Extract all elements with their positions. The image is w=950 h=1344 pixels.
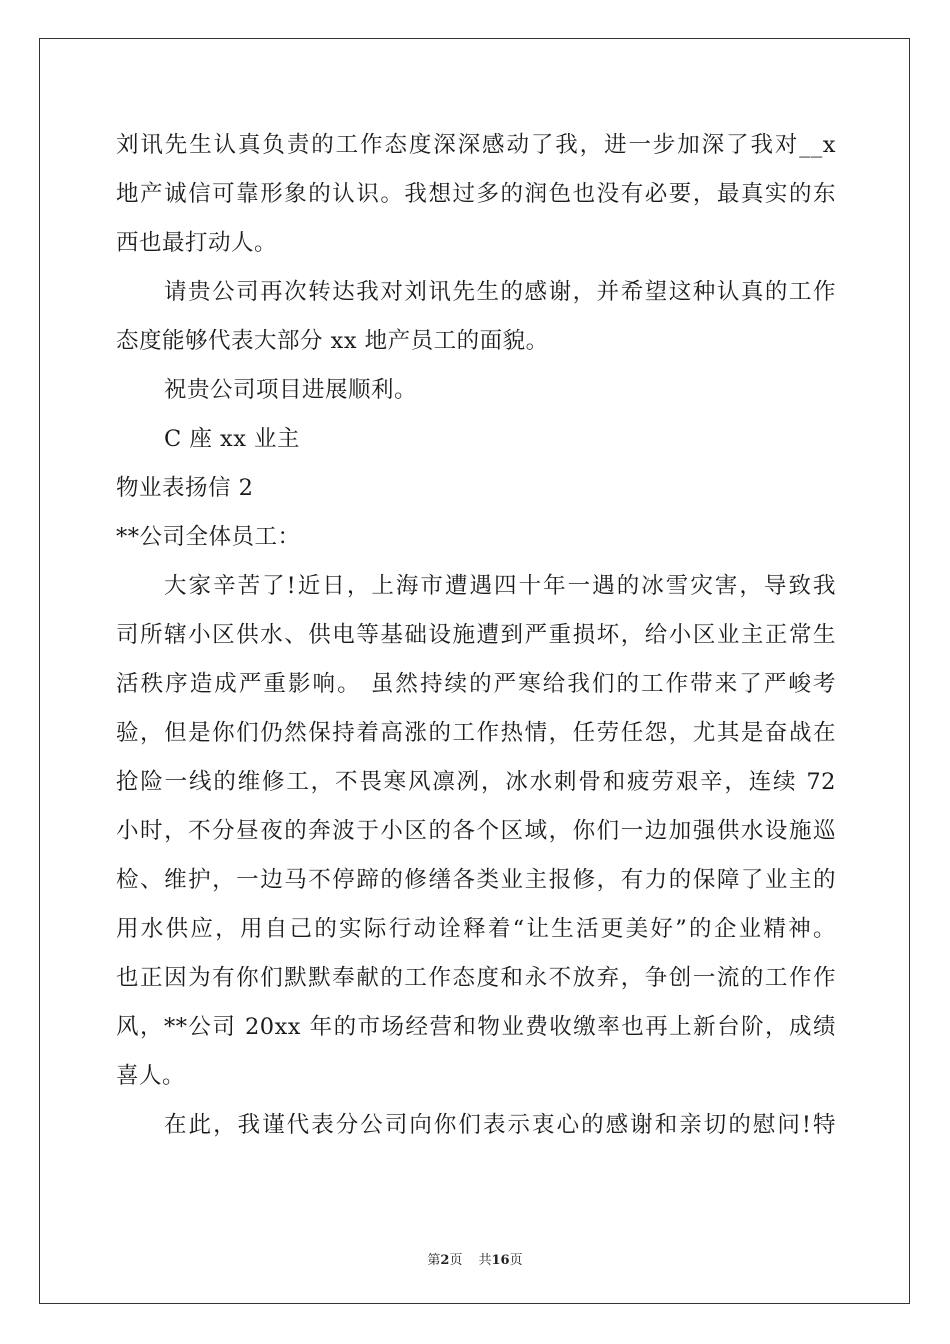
text-line: 司所辖小区供水、供电等基础设施遭到严重损坏，给小区业主正常生 — [116, 622, 836, 648]
total-prefix: 共 — [478, 1253, 492, 1268]
text-line: 小时，不分昼夜的奔波于小区的各个区域，你们一边加强供水设施巡 — [116, 818, 836, 844]
page-suffix: 页 — [449, 1253, 463, 1268]
text-line: 请贵公司再次转达我对刘讯先生的感谢，并希望这种认真的工作 — [164, 279, 836, 305]
text-line: 地产诚信可靠形象的认识。我想过多的润色也没有必要，最真实的东 — [116, 181, 836, 207]
total-pages: 16 — [491, 1253, 510, 1268]
text-line: 验，但是你们仍然保持着高涨的工作热情，任劳任怨，尤其是奋战在 — [116, 720, 836, 746]
text-line: 用水供应，用自己的实际行动诠释着“让生活更美好”的企业精神。 — [116, 916, 836, 942]
text-line: 大家辛苦了!近日，上海市遭遇四十年一遇的冰雪灾害，导致我 — [164, 573, 836, 599]
page-footer — [0, 1249, 950, 1268]
section-title: 物业表扬信 2 — [116, 475, 254, 501]
text-line: 抢险一线的维修工，不畏寒风凛冽，冰水刺骨和疲劳艰辛，连续 72 — [116, 769, 836, 795]
total-suffix: 页 — [509, 1253, 523, 1268]
salutation: **公司全体员工： — [116, 524, 301, 550]
text-line: 也正因为有你们默默奉献的工作态度和永不放弃，争创一流的工作作 — [116, 965, 836, 991]
text-line: 检、维护，一边马不停蹄的修缮各类业主报修，有力的保障了业主的 — [116, 867, 836, 893]
signature-line: C 座 xx 业主 — [164, 426, 301, 452]
text-line: 在此，我谨代表分公司向你们表示衷心的感谢和亲切的慰问!特 — [164, 1112, 836, 1138]
text-line: 喜人。 — [116, 1063, 186, 1089]
text-line: 态度能够代表大部分 xx 地产员工的面貌。 — [116, 328, 549, 354]
text-line: 刘讯先生认真负责的工作态度深深感动了我，进一步加深了我对__x — [116, 132, 836, 158]
text-line: 活秩序造成严重影响。 虽然持续的严寒给我们的工作带来了严峻考 — [116, 671, 836, 697]
page-number: 2 — [440, 1253, 450, 1268]
text-line: 祝贵公司项目进展顺利。 — [164, 377, 418, 403]
text-line: 西也最打动人。 — [116, 230, 278, 256]
page-prefix: 第 — [427, 1253, 441, 1268]
text-line: 风，**公司 20xx 年的市场经营和物业费收缴率也再上新台阶，成绩 — [116, 1014, 836, 1040]
document-body — [116, 129, 836, 1158]
